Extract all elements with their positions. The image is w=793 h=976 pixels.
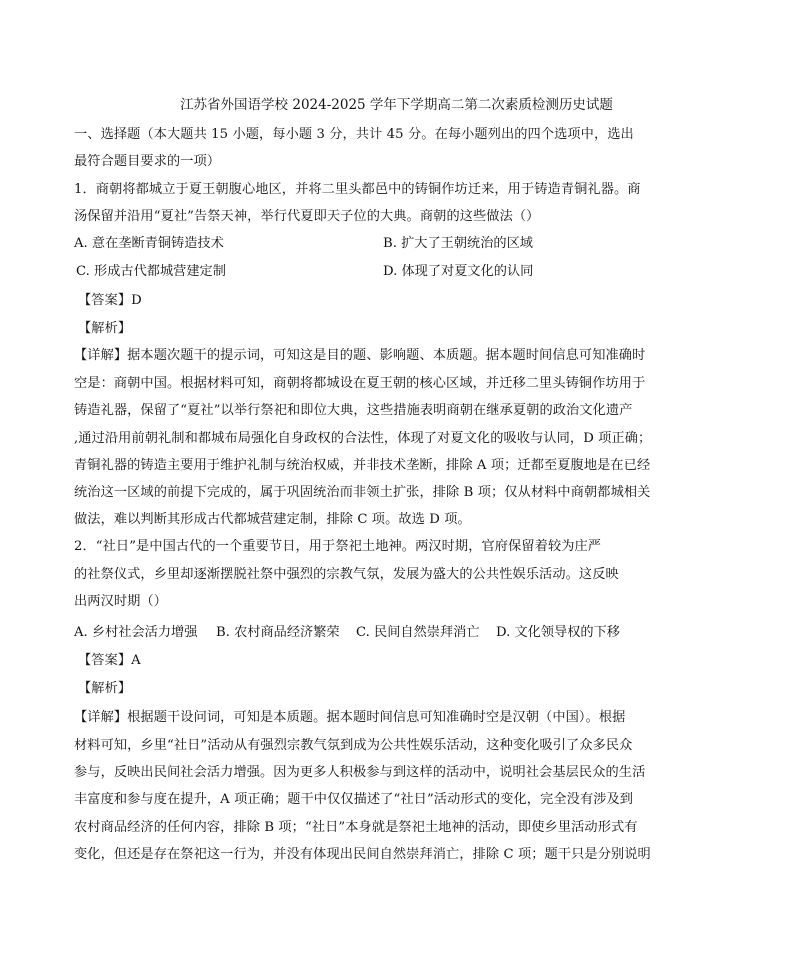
q2-option-d: D. 文化领导权的下移 xyxy=(496,625,620,640)
q1-option-d: D. 体现了对夏文化的认同 xyxy=(383,264,534,279)
q1-option-a: A. 意在垄断青铜铸造技术 xyxy=(74,236,224,251)
q2-option-c: C. 民间自然崇拜消亡 xyxy=(356,625,480,640)
q2-option-b: B. 农村商品经济繁荣 xyxy=(216,625,340,640)
page-title: 江苏省外国语学校 2024-2025 学年下学期高二第二次素质检测历史试题 xyxy=(180,97,613,113)
q1-answer: 【答案】D xyxy=(78,293,142,308)
q1-option-c: C. 形成古代都城营建定制 xyxy=(76,264,226,279)
q1-detail-line-4: ,通过沿用前朝礼制和都城布局强化自身政权的合法性，体现了对夏文化的吸收与认同，D 项正确； xyxy=(74,431,652,446)
q2-detail-line-3: 参与，反映出民间社会活力增强。因为更多人积极参与到这样的活动中，说明社会基层民众的生活 xyxy=(74,765,646,780)
q2-detail-line-6: 变化，但还是存在祭祀这一行为，并没有体现出民间自然崇拜消亡，排除 C 项；题干只是分别说明 xyxy=(74,847,651,862)
q2-option-a: A. 乡村社会活力增强 xyxy=(74,625,198,640)
q1-stem-line-2: 汤保留并沿用“夏社”告祭天神，举行代夏即天子位的大典。商朝的这些做法（） xyxy=(74,209,540,224)
q1-analysis-label: 【解析】 xyxy=(78,321,132,336)
q1-option-b: B. 扩大了王朝统治的区域 xyxy=(383,236,533,251)
section-heading-line-1: 一、选择题（本大题共 15 小题，每小题 3 分，共计 45 分。在每小题列出的四个选项中，选出 xyxy=(74,127,634,142)
q1-detail-line-6: 统治这一区域的前提下完成的，属于巩固统治而非领土扩张，排除 B 项；仅从材料中商朝都城相关 xyxy=(74,485,651,500)
q2-detail-line-1: 【详解】根据题干设问词，可知是本质题。据本题时间信息可知准确时空是汉朝（中国）。根据 xyxy=(74,710,626,725)
q2-detail-line-2: 材料可知，乡里“社日”活动从有强烈宗教气氛到成为公共性娱乐活动，这种变化吸引了众多民众 xyxy=(74,738,633,753)
q2-detail-line-4: 丰富度和参与度在提升，A 项正确；题干中仅仅描述了“社日”活动形式的变化，完全没有涉及到 xyxy=(74,792,634,807)
q1-detail-line-2: 空是：商朝中国。根据材料可知，商朝将都城设在夏王朝的核心区域，并迁移二里头铸铜作坊用于 xyxy=(74,376,646,391)
section-heading-line-2: 最符合题目要求的一项） xyxy=(74,154,221,169)
q1-detail-line-3: 铸造礼器，保留了“夏社”以举行祭祀和即位大典，这些措施表明商朝在继承夏朝的政治文化遗产 xyxy=(74,403,633,418)
q2-stem-line-2: 的社祭仪式，乡里却逐渐摆脱社祭中强烈的宗教气氛，发展为盛大的公共性娱乐活动。这反映 xyxy=(74,567,619,582)
q2-stem-line-1: 2．“社日”是中国古代的一个重要节日，用于祭祀土地神。两汉时期，官府保留着较为庄严 xyxy=(74,539,602,554)
q2-answer: 【答案】A xyxy=(78,653,141,668)
q2-analysis-label: 【解析】 xyxy=(78,681,132,696)
q2-stem-line-3: 出两汉时期（） xyxy=(74,594,168,609)
q1-detail-line-7: 做法，难以判断其形成古代都城营建定制，排除 C 项。故选 D 项。 xyxy=(74,512,471,527)
q1-detail-line-1: 【详解】据本题次题干的提示词，可知这是目的题、影响题、本质题。据本题时间信息可知准确时 xyxy=(74,348,646,363)
q1-detail-line-5: 青铜礼器的铸造主要用于维护礼制与统治权威，并非技术垄断，排除 A 项；迁都至夏腹地是在已经 xyxy=(74,458,651,473)
q2-detail-line-5: 农村商品经济的任何内容，排除 B 项；“社日”本身就是祭祀土地神的活动，即使乡里活动形式有 xyxy=(74,820,638,835)
q1-stem-line-1: 1．商朝将都城立于夏王朝腹心地区，并将二里头都邑中的铸铜作坊迁来，用于铸造青铜礼器。商 xyxy=(74,182,641,197)
